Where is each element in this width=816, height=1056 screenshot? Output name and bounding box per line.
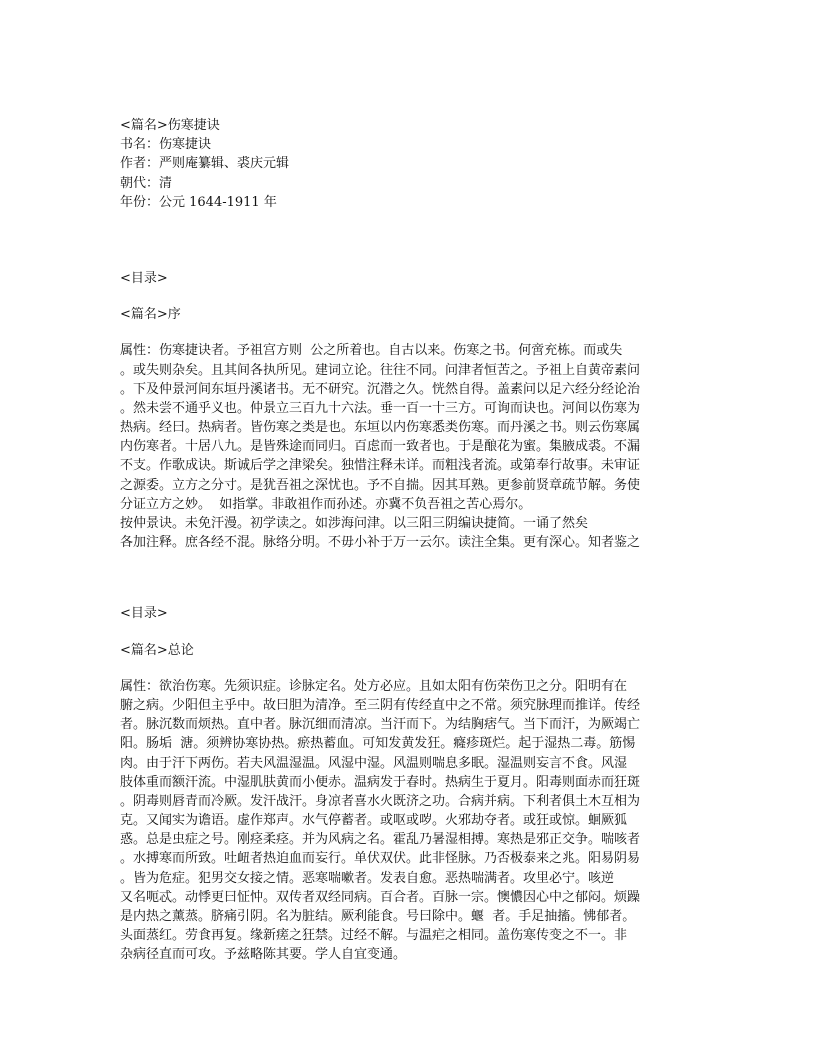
section-title: <篇名>总论 (120, 642, 194, 658)
spacer (120, 624, 680, 641)
section-title: <篇名>序 (120, 307, 181, 323)
body-line: 不支。作歌成诀。斯诚后学之津梁矣。独惜注释未详。而粗浅者流。或第奉行故事。未审证 (120, 458, 641, 474)
body-line: 属性：伤寒捷诀者。予祖宫方则 公之所着也。自古以来。伤寒之书。何啻充栋。而或失 (120, 343, 623, 359)
body-line: 。水搏寒而所致。吐衄者热迫血而妄行。单伏双伏。此非怪脉。乃否极泰来之兆。阳易阴易 (120, 851, 641, 867)
body-line: 。然未尝不通乎义也。仲景立三百九十六法。垂一百一十三方。可询而诀也。河间以伤寒为 (120, 400, 641, 416)
body-line: 阳。肠垢 溏。须辨协寒协热。瘀热蓄血。可知发黄发狂。癃疹斑烂。起于湿热二毒。筋惕 (120, 736, 636, 752)
section-preface (120, 269, 680, 552)
toc-marker: <目录> (120, 270, 168, 286)
book-title: 书名：伤寒捷诀 (120, 137, 212, 153)
authors: 作者：严则庵纂辑、裘庆元辑 (120, 156, 290, 172)
body-line: 肢体重而额汗流。中湿肌肤黄而小便赤。温病发于春时。热病生于夏月。阳毒则面赤而狂斑 (120, 774, 641, 790)
spacer (120, 288, 680, 305)
header-block (120, 116, 680, 212)
section-body (120, 341, 680, 552)
section-body (120, 677, 680, 965)
body-line: 肉。由于汗下两伤。若夫风温湿温。风湿中湿。风温则喘息多眠。湿温则妄言不食。风湿 (120, 755, 628, 771)
body-line: 是内热之薰蒸。脐痛引阴。名为脏结。厥利能食。号曰除中。蝘 者。手足抽搐。怫郁者。 (120, 909, 636, 924)
body-line: 热病。经曰。热病者。皆伤寒之类是也。东垣以内伤寒悉类伤寒。而丹溪之书。则云伤寒属 (120, 420, 641, 436)
section-general (120, 604, 680, 964)
body-line: 腑之病。少阳但主乎中。故曰胆为清净。至三阴有传经直中之不常。须究脉理而推详。传经 (120, 697, 641, 713)
spacer (120, 552, 680, 604)
title-tag: <篇名>伤寒捷诀 (120, 118, 220, 133)
body-line: 杂病径直而可攻。予兹略陈其要。学人自宜变通。 (120, 947, 407, 963)
toc-marker: <目录> (120, 606, 168, 622)
body-line: 分证立方之妙。 如指掌。非敢祖作而孙述。亦冀不负吾祖之苦心焉尔。 (120, 496, 532, 512)
spacer (120, 660, 680, 677)
body-line: 。或失则杂矣。且其间各执所见。建词立论。往往不同。问津者恒苦之。予祖上自黄帝素问 (120, 362, 641, 378)
spacer (120, 324, 680, 341)
years: 年份：公元 1644-1911 年 (120, 194, 277, 210)
body-line: 又名呃忒。动悸更曰怔忡。双传者双经同病。百合者。百脉一宗。懊憹因心中之郁闷。烦躁 (120, 889, 641, 905)
body-line: 按仲景诀。未免汗漫。初学读之。如涉海问津。以三阳三阴编诀捷简。一诵了然矣 (120, 516, 589, 531)
body-line: 。下及仲景河间东垣丹溪诸书。无不研究。沉潜之久。恍然自得。盖素问以足六经分经论治 (120, 381, 641, 397)
body-line: 惑。总是虫症之号。刚痉柔痉。并为风病之名。霍乱乃暑湿相搏。寒热是邪正交争。喘咳者 (120, 832, 641, 848)
body-line: 克。又闻实为谵语。虚作郑声。水气停蓄者。或呕或哕。火邪劫夺者。或狂或惊。蛔厥狐 (120, 813, 628, 829)
dynasty: 朝代：清 (120, 175, 173, 191)
body-line: 之源委。立方之分寸。是犹吾祖之深忧也。予不自揣。因其耳熟。更参前贤章疏节解。务使 (120, 477, 641, 493)
body-line: 属性：欲治伤寒。先须识症。诊脉定名。处方必应。且如太阳有伤荣伤卫之分。阳明有在 (120, 678, 628, 694)
body-line: 各加注释。庶各经不混。脉络分明。不毋小补于万一云尔。读注全集。更有深心。知者鉴之 (120, 535, 641, 551)
document-page (120, 116, 680, 965)
body-line: 头面蒸红。劳食再复。缘新瘥之狂禁。过经不解。与温疟之相同。盖伤寒传变之不一。非 (120, 928, 628, 944)
body-line: 者。脉沉数而烦热。直中者。脉沉细而清凉。当汗而下。为结胸痞气。当下而汗，为厥竭亡 (120, 717, 641, 733)
spacer (120, 212, 680, 269)
body-line: 内伤寒者。十居八九。是皆殊途而同归。百虑而一致者也。于是酿花为蜜。集腋成裘。不漏 (120, 439, 641, 455)
body-line: 。阴毒则唇青而冷厥。发汗战汗。身凉者喜水火既济之功。合病并病。下利者俱土木互相为 (120, 793, 641, 809)
body-line: 。皆为危症。犯男交女接之情。恶寒喘嗽者。发表自愈。恶热喘满者。攻里必宁。咳逆 (120, 870, 615, 886)
